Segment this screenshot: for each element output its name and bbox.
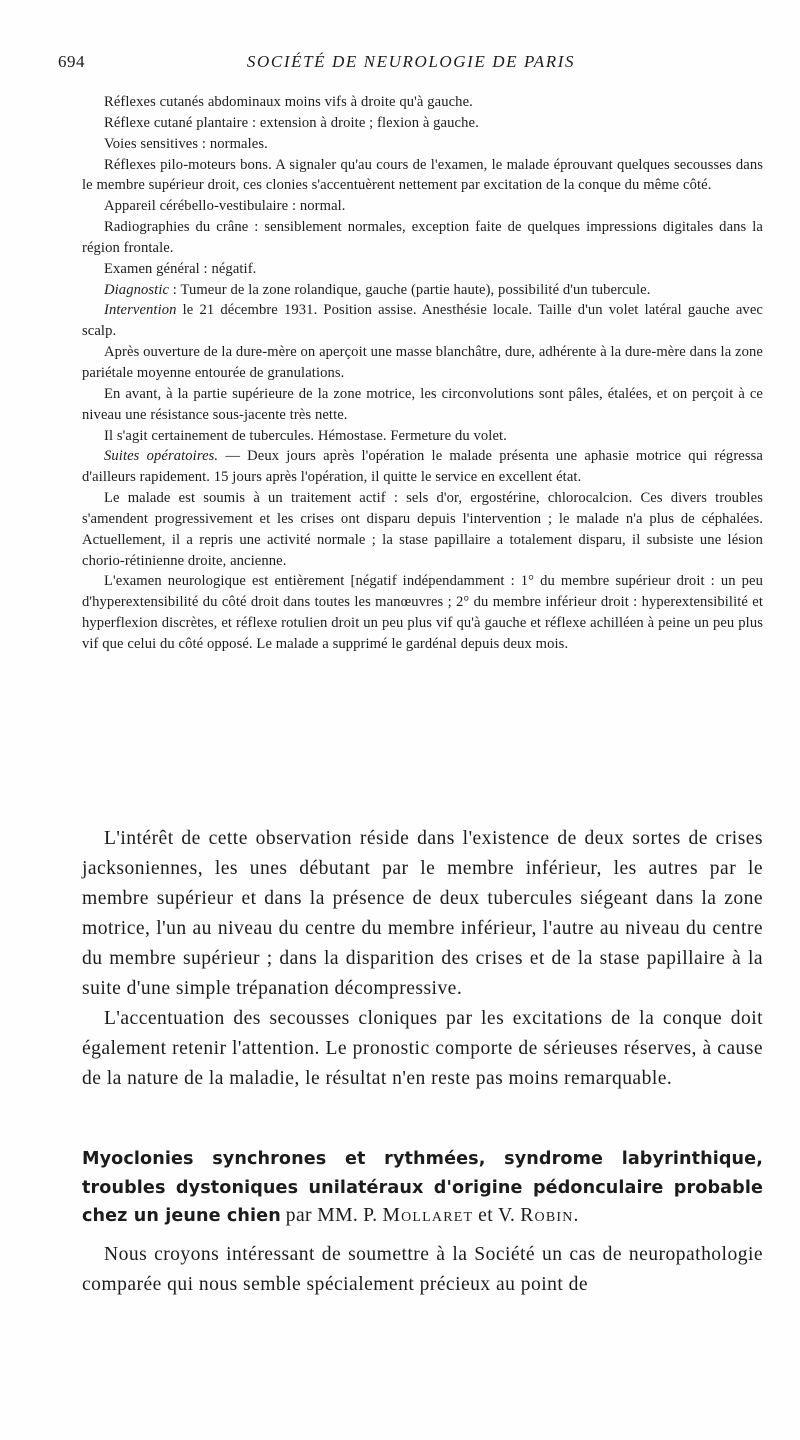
commentary-paragraph: L'accentuation des secousses cloniques par les excitations de la conque doit également retenir l'attention. Le pronostic comporte de sérieuses réserves, à cause de la nature de la maladie, le résultat n'en reste pas moins remarquable.: [82, 1008, 763, 1089]
next-article-heading: Myoclonies synchrones et rythmées, syndrome labyrinthique, troubles dystoniques unilatéraux d'origine pédonculaire probable chez un jeune chien par MM. P. Mollaret et V. Robin.: [82, 1149, 763, 1226]
opening-paragraph: Nous croyons intéressant de soumettre à la Société un cas de neuropathologie comparée qui nous semble spécialement précieux au point de: [82, 1244, 763, 1295]
article-title: Myoclonies synchrones et rythmées, syndrome labyrinthique, troubles dystoniques unilatéraux d'origine pédonculaire probable chez un jeune chien: [82, 1149, 763, 1226]
case-report: [82, 92, 763, 655]
case-paragraph: Diagnostic : Tumeur de la zone rolandique, gauche (partie haute), possibilité d'un tubercule.: [104, 281, 651, 298]
case-paragraph: Réflexes cutanés abdominaux moins vifs à droite qu'à gauche.: [104, 94, 473, 110]
case-paragraph: Intervention le 21 décembre 1931. Position assise. Anesthésie locale. Taille d'un volet latéral gauche avec scalp.: [82, 302, 763, 340]
next-article-body: [82, 1240, 763, 1300]
case-paragraph: Après ouverture de la dure-mère on aperçoit une masse blanchâtre, dure, adhérente à la dure-mère dans la zone pariétale moyenne entourée de granulations.: [82, 344, 763, 381]
case-paragraph: Radiographies du crâne : sensiblement normales, exception faite de quelques impressions digitales dans la région frontale.: [82, 219, 763, 256]
running-head: SOCIÉTÉ DE NEUROLOGIE DE PARIS: [246, 52, 576, 71]
commentary-paragraph: L'intérêt de cette observation réside dans l'existence de deux sortes de crises jacksoniennes, les unes débutant par le membre inférieur, les autres par le membre supérieur et dans la présence de deux tubercules siégeant dans la zone motrice, l'un au niveau du centre du membre inférieur, l'autre au niveau du centre du membre supérieur ; dans la disparition des crises et de la stase papillaire à la suite d'une simple trépanation décompressive.: [82, 828, 763, 999]
case-paragraph: En avant, à la partie supérieure de la zone motrice, les circonvolutions sont pâles, étalées, et on perçoit à ce niveau une résistance sous-jacente très nette.: [82, 385, 763, 423]
diagnostic-label: Diagnostic: [104, 281, 170, 298]
author-name: Mollaret: [382, 1205, 474, 1226]
case-paragraph: L'examen neurologique est entièrement [négatif indépendamment : 1° du membre supérieur droit : un peu d'hyperextensibilité du côté droit dans toutes les manœuvres ; 2° du membre inférieur droit : hyperextensibilité et hyperflexion discrètes, et réflexe rotulien droit un peu plus vif qu'à gauche et réflexe achilléen à peine un peu plus vif que celui du côté opposé. Le malade a supprimé le gardénal depuis deux mois.: [82, 573, 763, 652]
commentary: [82, 824, 763, 1094]
intervention-label: Intervention: [104, 302, 177, 319]
case-paragraph: Appareil cérébello-vestibulaire : normal.: [104, 198, 346, 215]
case-paragraph: Réflexes pilo-moteurs bons. A signaler qu'au cours de l'examen, le malade éprouvant quelques secousses dans le membre supérieur droit, ces clonies s'accentuèrent nettement par excitation de la conque du même côté.: [82, 156, 763, 194]
case-paragraph: Réflexe cutané plantaire : extension à droite ; flexion à gauche.: [104, 114, 479, 131]
suites-label: Suites opératoires.: [104, 448, 219, 465]
case-paragraph: Examen général : négatif.: [104, 260, 257, 277]
case-paragraph: Suites opératoires. — Deux jours après l'opération le malade présenta une aphasie motrice qui régressa d'ailleurs rapidement. 15 jours après l'opération, il quitte le service en excellent état.: [82, 448, 763, 486]
page-header: [58, 52, 764, 76]
case-paragraph: Le malade est soumis à un traitement actif : sels d'or, ergostérine, chlorocalcion. Ces divers troubles s'amendent progressivement et les crises ont disparu depuis l'intervention ; le malade n'a plus de céphalées. Actuellement, il a repris une activité normale ; la stase papillaire a totalement disparu, il subsiste une lésion chorio-rétinienne droite, ancienne.: [82, 490, 763, 569]
case-paragraph: Il s'agit certainement de tubercules. Hémostase. Fermeture du volet.: [104, 427, 507, 444]
page-number: 694: [58, 52, 85, 71]
author-name: Robin.: [520, 1205, 580, 1226]
case-paragraph: Voies sensitives : normales.: [104, 135, 268, 152]
